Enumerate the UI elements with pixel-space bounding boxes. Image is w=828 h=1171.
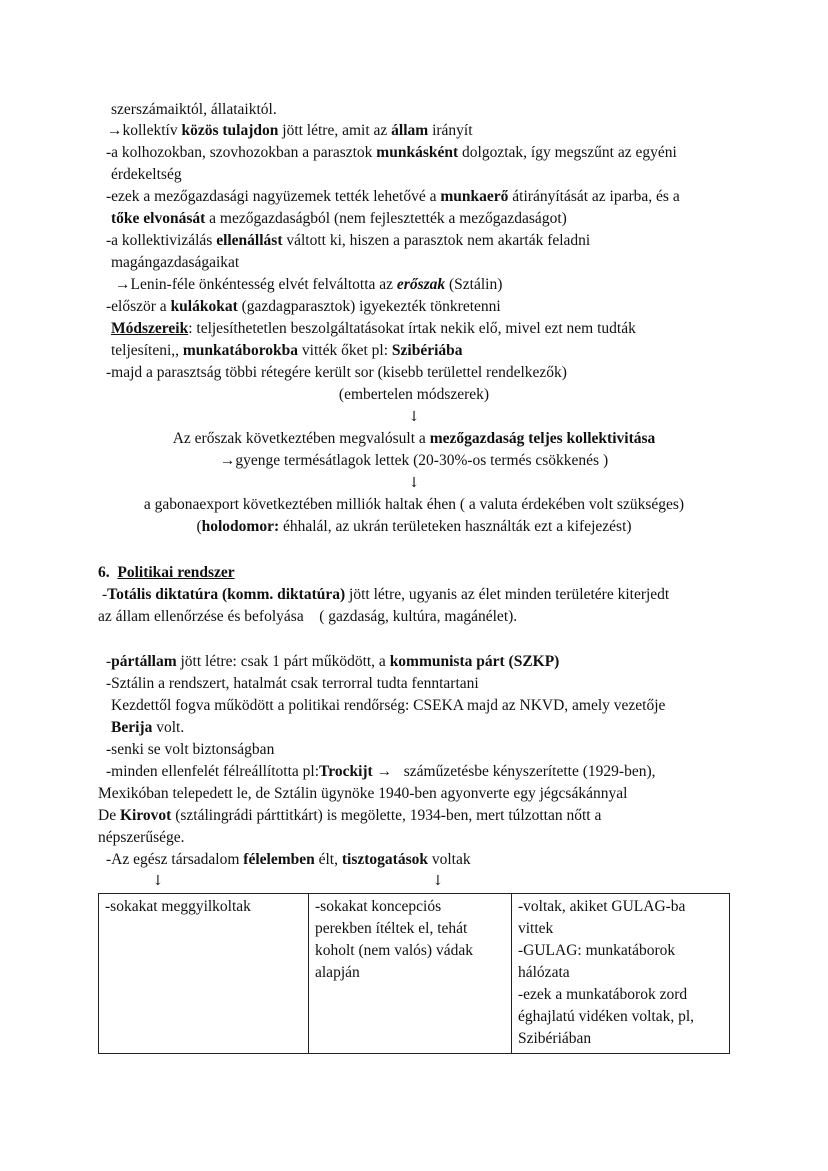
text-line [111, 253, 239, 273]
down-arrow-icon: ↓ [408, 409, 420, 425]
text: jött létre, amit az [278, 122, 392, 139]
text: →Lenin-féle önkéntesség elvét felváltotta az [115, 276, 397, 293]
text: volt. [152, 719, 185, 736]
text: -minden ellenfelét félreállította pl: [106, 763, 320, 780]
text: népszerűsége. [98, 829, 185, 846]
down-arrow-icon [432, 871, 444, 891]
text: ( [196, 518, 202, 535]
text: Az erőszak következtében megvalósult a [172, 430, 430, 447]
text: átirányítását az iparba, és a [508, 188, 680, 205]
text-line [115, 275, 502, 295]
text-line [106, 652, 559, 672]
bold-term: munkatáborokba [182, 342, 299, 359]
bold-term: holodomor: [201, 518, 280, 535]
text: De [98, 807, 120, 824]
text-line [106, 762, 655, 782]
text: Kezdettől fogva működött a politikai rendőrség: CSEKA majd az NKVD, amely vezetője [111, 697, 666, 714]
text-line [107, 121, 473, 141]
text: (embertelen módszerek) [338, 386, 490, 403]
text: -a kolhozokban, szovhozokban a parasztok [106, 144, 377, 161]
text: Mexikóban telepedett le, de Sztálin ügynöke 1940-ben agyonverte egy jégcsákánnyal [98, 785, 628, 802]
text: (gazdagparasztok) igyekezték tönkretenni [237, 298, 501, 315]
text-line [102, 585, 669, 605]
bold-term: munkaerő [440, 188, 509, 205]
text: jött létre: csak 1 párt működött, a [176, 653, 390, 670]
text: -a kollektivizálás [106, 232, 217, 249]
consequences-table [98, 893, 730, 1054]
cell-line: éghajlatú vidéken voltak, pl, [518, 1008, 695, 1025]
text-line [0, 517, 828, 537]
down-arrow-icon: ↓ [408, 475, 420, 491]
text: -ezek a mezőgazdasági nagyüzemek tették lehetővé a [106, 188, 441, 205]
text-line [106, 297, 501, 317]
text-line [0, 385, 828, 405]
text: →kollektív [107, 122, 182, 139]
text-line [106, 363, 567, 383]
text-line [111, 100, 277, 120]
down-arrow-icon: ↓ [432, 873, 444, 889]
table-cell-killed [99, 894, 309, 1054]
cell-line: koholt (nem valós) vádak [315, 942, 473, 959]
text-line [98, 806, 601, 826]
text: szerszámaiktól, állataiktól. [111, 101, 277, 118]
cell-line: Szibériában [518, 1030, 592, 1047]
text: (Sztálin) [445, 276, 503, 293]
cell-line: -ezek a munkatáborok zord [518, 986, 688, 1003]
text-line [111, 319, 636, 339]
cell-line: alapján [315, 964, 360, 981]
text: élt, [314, 851, 342, 868]
text: voltak [427, 851, 471, 868]
bold-term: félelemben [243, 851, 315, 868]
text-line [0, 451, 828, 471]
text: →gyenge termésátlagok lettek (20-30%-os termés csökkenés ) [219, 452, 609, 469]
text: az állam ellenőrzése és befolyása ( gazdaság, kultúra, magánélet). [98, 608, 518, 625]
down-arrow-icon [0, 473, 828, 493]
bold-term: Trockijt [319, 763, 373, 780]
text-line [106, 187, 680, 207]
down-arrow-icon: ↓ [152, 873, 164, 889]
text: : teljesíthetetlen beszolgáltatásokat írtak nekik elő, mivel ezt nem tudták [188, 320, 636, 337]
text: - [106, 653, 112, 670]
bold-term: tőke elvonását [111, 210, 206, 227]
right-arrow-icon: → [372, 763, 393, 780]
text: -először a [106, 298, 171, 315]
text: irányít [428, 122, 473, 139]
text-line [98, 607, 517, 627]
bold-term: Szibériába [391, 342, 463, 359]
table-cell-gulag [512, 894, 730, 1054]
text-line [0, 429, 828, 449]
bold-term: pártállam [111, 653, 177, 670]
text: érdekeltség [111, 166, 182, 183]
cell-line: -sokakat koncepciós [315, 898, 442, 915]
text: száműzetésbe kényszerítette (1929-ben), [392, 763, 656, 780]
table-cell-trials [309, 894, 512, 1054]
bold-term: Totális diktatúra (komm. diktatúra) [107, 586, 346, 603]
text: -Sztálin a rendszert, hatalmát csak terrorral tudta fenntartani [106, 675, 479, 692]
text-line [106, 740, 274, 760]
bold-italic-term: erőszak [396, 276, 446, 293]
text: dolgoztak, így megszűnt az egyéni [458, 144, 677, 161]
cell-line: perekben ítéltek el, tehát [315, 920, 468, 937]
text: váltott ki, hiszen a parasztok nem akarták feladni [282, 232, 591, 249]
text: a mezőgazdaságból (nem fejlesztették a mezőgazdaságot) [205, 210, 567, 227]
section-number: 6. [98, 564, 110, 581]
text: (sztálingrádi párttitkárt) is megölette, 1934-ben, mert túlzottan nőtt a [171, 807, 602, 824]
text: -majd a parasztság többi rétegére került sor (kisebb területtel rendelkezők) [106, 364, 567, 381]
bold-term: munkásként [376, 144, 459, 161]
text-line [111, 209, 567, 229]
text-line [98, 828, 185, 848]
text-line [98, 784, 627, 804]
cell-line: -GULAG: munkatáborok [518, 942, 676, 959]
text-line [111, 341, 463, 361]
text: -Az egész társadalom [106, 851, 244, 868]
bold-term: kulákokat [170, 298, 238, 315]
cell-line: -sokakat meggyilkoltak [105, 898, 251, 915]
bold-term: Kirovot [119, 807, 172, 824]
text: -senki se volt biztonságban [106, 741, 275, 758]
text: vitték őket pl: [298, 342, 392, 359]
section-title: Politikai rendszer [117, 564, 235, 581]
bold-term: állam [391, 122, 429, 139]
text: - [102, 586, 108, 603]
text-line [106, 674, 479, 694]
text: jött létre, ugyanis az élet minden területére kiterjedt [345, 586, 670, 603]
down-arrow-icon [0, 407, 828, 427]
text: magángazdaságaikat [111, 254, 240, 271]
bold-term: ellenállást [216, 232, 283, 249]
bold-term: tisztogatások [341, 851, 428, 868]
text-line [106, 231, 590, 251]
bold-term: mezőgazdaság teljes kollektivitása [429, 430, 656, 447]
text: a gabonaexport következtében milliók haltak éhen ( a valuta érdekében volt szükséges) [143, 496, 685, 513]
table-row [99, 894, 730, 1054]
text-line [0, 495, 828, 515]
underlined-term: Módszereik [111, 320, 189, 337]
text: éhhalál, az ukrán területeken használták ezt a kifejezést) [279, 518, 632, 535]
bold-term: kommunista párt (SZKP) [389, 653, 560, 670]
bold-term: közös tulajdon [181, 122, 279, 139]
text-line [111, 165, 182, 185]
cell-line: -voltak, akiket GULAG-ba [518, 898, 686, 915]
text-line [106, 143, 677, 163]
text-line [106, 850, 471, 870]
down-arrow-icon [152, 871, 164, 891]
section-heading [98, 563, 235, 583]
cell-line: vittek [518, 920, 554, 937]
text: teljesíteni,, [111, 342, 183, 359]
text-line [111, 718, 184, 738]
cell-line: hálózata [518, 964, 570, 981]
text-line [111, 696, 665, 716]
bold-term: Berija [111, 719, 153, 736]
